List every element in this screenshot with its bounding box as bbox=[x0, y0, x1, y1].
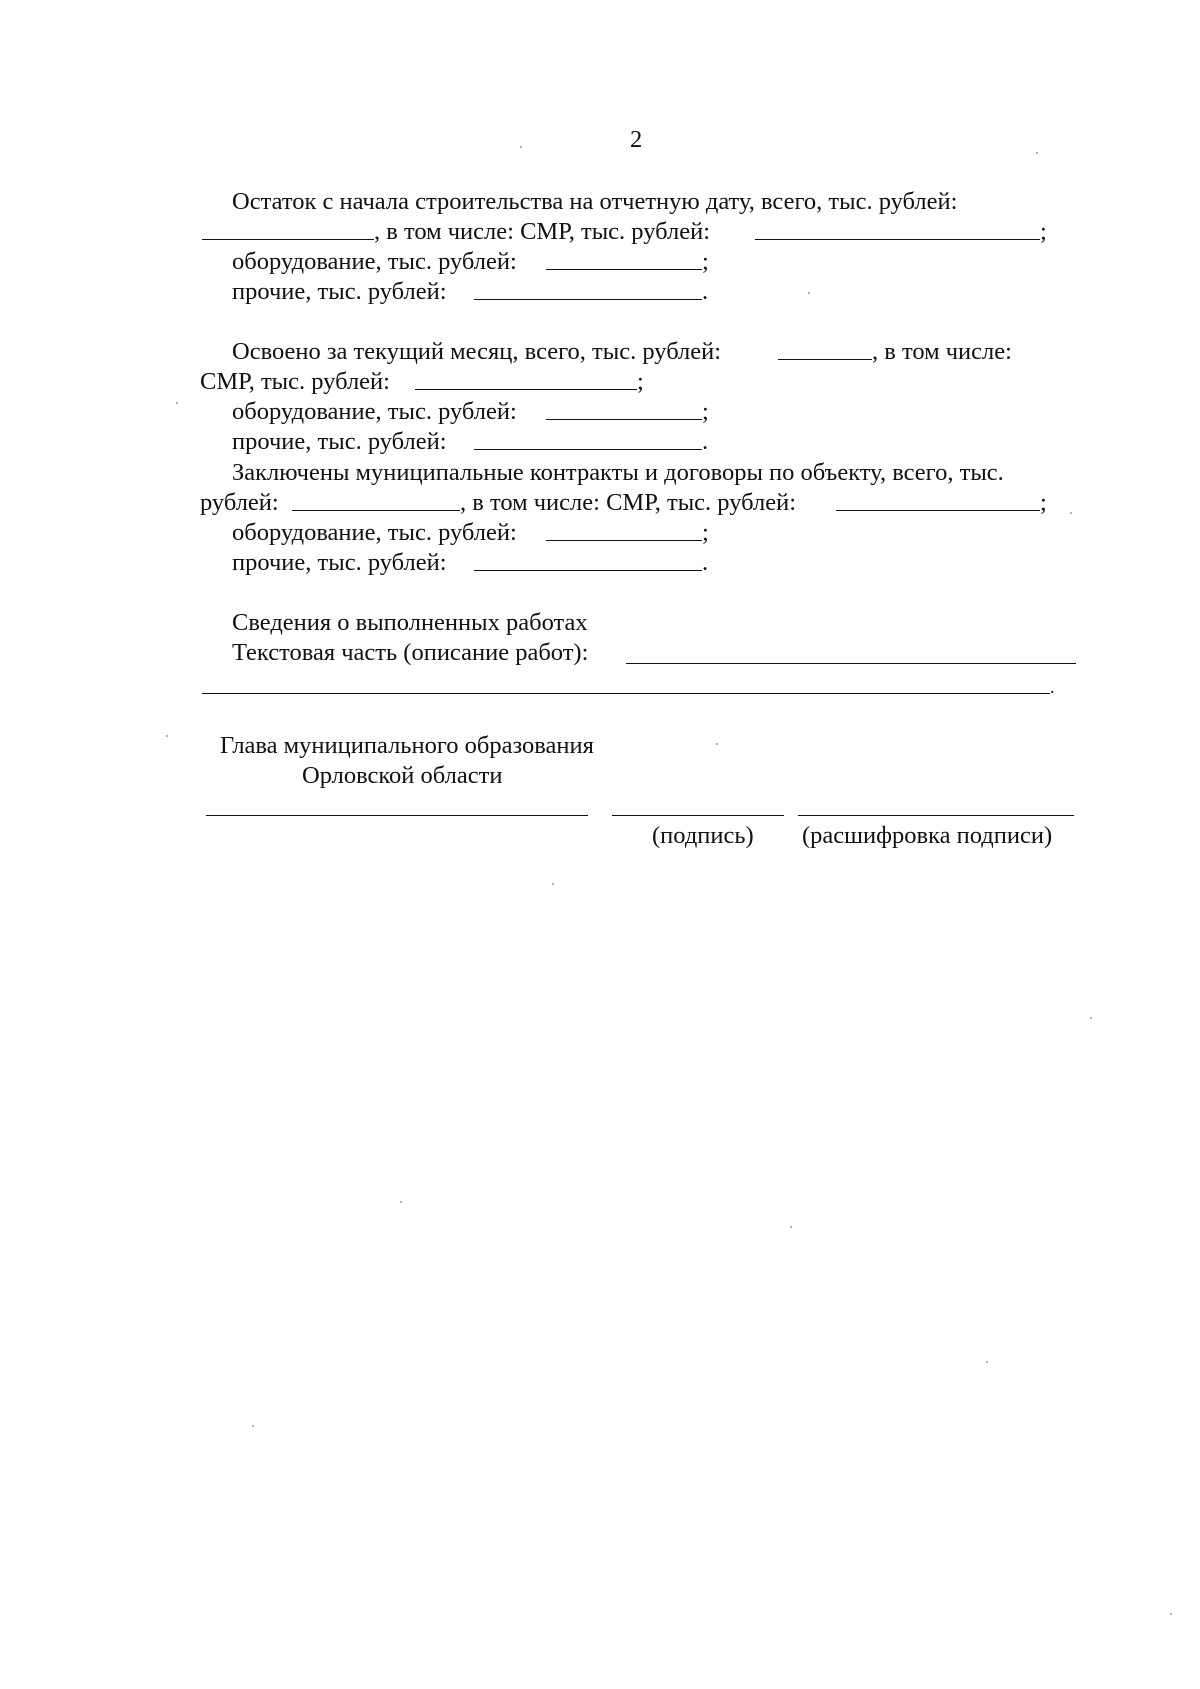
page-number: 2 bbox=[630, 126, 643, 153]
balance-other-blank[interactable] bbox=[474, 299, 702, 300]
mastered-smr-blank[interactable] bbox=[415, 389, 637, 390]
balance-smr-end: ; bbox=[1040, 218, 1047, 245]
mastered-total-label: Освоено за текущий месяц, всего, тыс. рублей: bbox=[232, 338, 722, 365]
mastered-smr-label: СМР, тыс. рублей: bbox=[200, 368, 390, 395]
balance-equipment-end: ; bbox=[702, 248, 709, 275]
scan-speck bbox=[716, 743, 718, 745]
mastered-other-end: . bbox=[702, 428, 709, 455]
mastered-other-blank[interactable] bbox=[474, 449, 702, 450]
scan-speck bbox=[252, 1425, 254, 1427]
works-text-blank-2[interactable] bbox=[202, 693, 1050, 694]
balance-smr-blank[interactable] bbox=[755, 239, 1040, 240]
mastered-other-label: прочие, тыс. рублей: bbox=[232, 428, 447, 455]
scan-speck bbox=[520, 146, 522, 148]
balance-smr-label: , в том числе: СМР, тыс. рублей: bbox=[374, 218, 711, 245]
mastered-total-end: , в том числе: bbox=[872, 338, 1012, 365]
scan-speck bbox=[1170, 1613, 1172, 1615]
mastered-total-blank[interactable] bbox=[778, 359, 872, 360]
mastered-equipment-end: ; bbox=[702, 398, 709, 425]
contracts-total-label: Заключены муниципальные контракты и договоры по объекту, всего, тыс. bbox=[232, 459, 1004, 486]
signature-decode-blank[interactable] bbox=[798, 815, 1074, 816]
scan-speck bbox=[986, 1361, 988, 1363]
scan-speck bbox=[1036, 152, 1038, 154]
scan-speck bbox=[176, 402, 178, 404]
balance-equipment-label: оборудование, тыс. рублей: bbox=[232, 248, 517, 275]
signature-blank[interactable] bbox=[612, 815, 784, 816]
balance-equipment-blank[interactable] bbox=[546, 269, 702, 270]
scan-speck bbox=[808, 292, 810, 294]
scan-speck bbox=[790, 1226, 792, 1228]
signatory-title-line1: Глава муниципального образования bbox=[220, 732, 594, 759]
scan-speck bbox=[1070, 512, 1072, 514]
contracts-rubles-label: рублей: bbox=[200, 489, 279, 516]
mastered-equipment-label: оборудование, тыс. рублей: bbox=[232, 398, 517, 425]
works-text-blank-1[interactable] bbox=[626, 663, 1076, 664]
balance-total-blank[interactable] bbox=[202, 239, 374, 240]
contracts-other-end: . bbox=[702, 549, 709, 576]
balance-other-end: . bbox=[702, 278, 709, 305]
signatory-name-blank[interactable] bbox=[206, 815, 588, 816]
works-text-end: . bbox=[1050, 677, 1055, 697]
balance-total-label: Остаток с начала строительства на отчетную дату, всего, тыс. рублей: bbox=[232, 188, 958, 215]
contracts-equipment-blank[interactable] bbox=[546, 540, 702, 541]
mastered-smr-end: ; bbox=[637, 368, 644, 395]
signature-decode-caption: (расшифровка подписи) bbox=[802, 822, 1053, 849]
contracts-equipment-end: ; bbox=[702, 519, 709, 546]
works-text-label: Текстовая часть (описание работ): bbox=[232, 639, 589, 666]
scan-speck bbox=[400, 1201, 402, 1203]
contracts-equipment-label: оборудование, тыс. рублей: bbox=[232, 519, 517, 546]
works-heading: Сведения о выполненных работах bbox=[232, 609, 588, 636]
signature-caption: (подпись) bbox=[652, 822, 754, 849]
contracts-other-blank[interactable] bbox=[474, 570, 702, 571]
contracts-smr-blank[interactable] bbox=[836, 510, 1040, 511]
contracts-smr-label: , в том числе: СМР, тыс. рублей: bbox=[460, 489, 797, 516]
contracts-other-label: прочие, тыс. рублей: bbox=[232, 549, 447, 576]
balance-other-label: прочие, тыс. рублей: bbox=[232, 278, 447, 305]
contracts-total-blank[interactable] bbox=[292, 510, 460, 511]
scan-speck bbox=[1090, 1017, 1092, 1019]
signatory-title-line2: Орловской области bbox=[302, 762, 503, 789]
contracts-smr-end: ; bbox=[1040, 489, 1047, 516]
mastered-equipment-blank[interactable] bbox=[546, 419, 702, 420]
scan-speck bbox=[552, 883, 554, 885]
scan-speck bbox=[166, 735, 168, 737]
